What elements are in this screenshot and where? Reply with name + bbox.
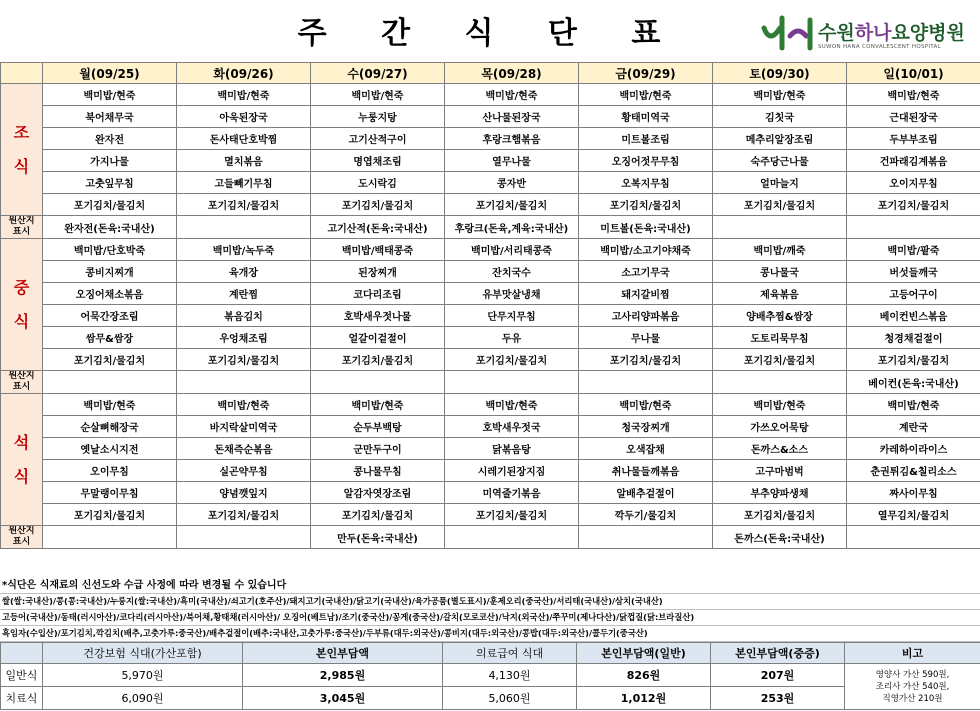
dish-cell: 호박새우젓나물	[311, 305, 445, 327]
dish-cell: 포기김치/물김치	[445, 194, 579, 216]
dish-cell: 육개장	[177, 261, 311, 283]
meal-label: 석 식	[1, 394, 43, 526]
dish-cell: 오복지무침	[579, 172, 713, 194]
dish-cell: 백미밥/현죽	[579, 394, 713, 416]
dish-cell: 오이지무침	[847, 172, 980, 194]
origin-cell: 후랑크(돈육,계육:국내산)	[445, 216, 579, 239]
day-header: 목(09/28)	[445, 63, 579, 84]
dish-cell: 열무김치/물김치	[847, 504, 980, 526]
price-header: 의료급여 식대	[443, 643, 577, 664]
dish-cell: 바지락살미역국	[177, 416, 311, 438]
price-header: 본인부담액(중증)	[711, 643, 845, 664]
dish-cell: 얼갈이겉절이	[311, 327, 445, 349]
origin-row	[1, 526, 980, 549]
dish-cell: 카레하이라이스	[847, 438, 980, 460]
origin-cell: 돈까스(돈육:국내산)	[713, 526, 847, 549]
dish-cell: 깍두기/물김치	[579, 504, 713, 526]
dish-cell: 백미밥/깨죽	[713, 239, 847, 261]
dish-cell: 백미밥/서리태콩죽	[445, 239, 579, 261]
dish-cell: 김칫국	[713, 106, 847, 128]
price-header: 본인부담액	[243, 643, 443, 664]
dish-cell: 백미밥/백태콩죽	[311, 239, 445, 261]
dish-cell: 가쓰오어묵탕	[713, 416, 847, 438]
dish-cell: 베이컨빈스볶음	[847, 305, 980, 327]
origin-cell	[311, 371, 445, 394]
dish-cell: 백미밥/현죽	[445, 394, 579, 416]
dish-row	[1, 261, 980, 283]
dish-cell: 콩자반	[445, 172, 579, 194]
dish-cell: 명엽채조림	[311, 150, 445, 172]
header	[0, 0, 980, 62]
dish-cell: 포기김치/물김치	[579, 194, 713, 216]
day-header: 토(09/30)	[713, 63, 847, 84]
dish-cell: 고들빼기무침	[177, 172, 311, 194]
dish-cell: 호박새우젓국	[445, 416, 579, 438]
price-value: 2,985원	[243, 664, 443, 687]
day-header: 일(10/01)	[847, 63, 980, 84]
dish-cell: 군만두구이	[311, 438, 445, 460]
dish-cell: 계란찜	[177, 283, 311, 305]
corner-cell	[1, 63, 43, 84]
dish-cell: 코다리조림	[311, 283, 445, 305]
dish-cell: 계란국	[847, 416, 980, 438]
dish-cell: 백미밥/팥죽	[847, 239, 980, 261]
dish-cell: 백미밥/녹두죽	[177, 239, 311, 261]
origin-note-line: 고등어(국내산)/동태(러시아산)/코다리(러시아산)/북어채,황태채(러시아산)/ 오징어(베트남)/조기(중국산)/꽁게(중국산)/갈치(모로코산)/낙지(외국산)/쭈꾸미(제나다산)/닭껍질(닭:브라질산)	[0, 610, 980, 626]
dish-cell: 청경채겉절이	[847, 327, 980, 349]
dish-cell: 백미밥/현죽	[43, 84, 177, 106]
hospital-logo-icon	[760, 14, 816, 54]
origin-cell	[579, 526, 713, 549]
dish-cell: 포기김치/물김치	[311, 194, 445, 216]
dish-cell: 닭볶음탕	[445, 438, 579, 460]
dish-cell: 완자전	[43, 128, 177, 150]
dish-cell: 메추리알장조림	[713, 128, 847, 150]
dish-cell: 고구마범벅	[713, 460, 847, 482]
dish-row	[1, 150, 980, 172]
dish-cell: 포기김치/물김치	[713, 349, 847, 371]
hospital-name-en: SUWON HANA CONVALESCENT HOSPITAL	[818, 44, 941, 50]
origin-cell	[177, 371, 311, 394]
dish-row	[1, 438, 980, 460]
price-corner	[1, 643, 43, 664]
origin-cell	[847, 526, 980, 549]
meal-label: 조 식	[1, 84, 43, 216]
dish-cell: 순두부백탕	[311, 416, 445, 438]
dish-cell: 돈까스&소스	[713, 438, 847, 460]
origin-row	[1, 371, 980, 394]
dish-row	[1, 239, 980, 261]
meal-price-table	[0, 642, 980, 710]
dish-cell: 고기산적구이	[311, 128, 445, 150]
dish-cell: 무나물	[579, 327, 713, 349]
price-header: 본인부담액(일반)	[577, 643, 711, 664]
dish-cell: 포기김치/물김치	[177, 349, 311, 371]
dish-cell: 미트볼조림	[579, 128, 713, 150]
dish-cell: 무말랭이무침	[43, 482, 177, 504]
dish-cell: 부추양파생채	[713, 482, 847, 504]
dish-cell: 제육볶음	[713, 283, 847, 305]
dish-row	[1, 194, 980, 216]
dish-cell: 짜사이무침	[847, 482, 980, 504]
dish-cell: 도토리묵무침	[713, 327, 847, 349]
dish-cell: 가지나물	[43, 150, 177, 172]
origin-row	[1, 216, 980, 239]
origin-cell	[445, 371, 579, 394]
hospital-name: 수원하나요양병원	[818, 22, 965, 44]
dish-row	[1, 416, 980, 438]
dish-cell: 백미밥/현죽	[847, 84, 980, 106]
price-value: 6,090원	[43, 687, 243, 710]
dish-cell: 고춧잎무침	[43, 172, 177, 194]
meal-label: 중 식	[1, 239, 43, 371]
price-value: 253원	[711, 687, 845, 710]
dish-cell: 포기김치/물김치	[43, 194, 177, 216]
dish-cell: 포기김치/물김치	[445, 504, 579, 526]
dish-cell: 건파래김계볶음	[847, 150, 980, 172]
price-value: 207원	[711, 664, 845, 687]
dish-cell: 오색잡채	[579, 438, 713, 460]
dish-row	[1, 305, 980, 327]
dish-cell: 후랑크햄볶음	[445, 128, 579, 150]
dish-cell: 누룽지탕	[311, 106, 445, 128]
dish-cell: 백미밥/소고기야채죽	[579, 239, 713, 261]
dish-cell: 취나물들깨볶음	[579, 460, 713, 482]
dish-cell: 양념깻잎지	[177, 482, 311, 504]
dish-row	[1, 349, 980, 371]
dish-cell: 백미밥/현죽	[579, 84, 713, 106]
dish-cell: 얼마늘지	[713, 172, 847, 194]
weekly-menu-table	[0, 62, 980, 549]
price-header-row	[1, 643, 980, 664]
dish-cell: 알감자엿장조림	[311, 482, 445, 504]
dish-cell: 두유	[445, 327, 579, 349]
hospital-logo	[760, 14, 978, 58]
dish-cell: 포기김치/물김치	[177, 194, 311, 216]
origin-cell: 만두(돈육:국내산)	[311, 526, 445, 549]
dish-row	[1, 106, 980, 128]
price-value: 5,060원	[443, 687, 577, 710]
origin-label: 원산지 표시	[1, 216, 43, 239]
dish-cell: 미역줄기볶음	[445, 482, 579, 504]
dish-cell: 백미밥/단호박죽	[43, 239, 177, 261]
price-value: 4,130원	[443, 664, 577, 687]
dish-cell: 포기김치/물김치	[579, 349, 713, 371]
origin-cell	[177, 526, 311, 549]
origin-cell	[43, 526, 177, 549]
dish-cell: 도시락김	[311, 172, 445, 194]
dish-cell: 어묵간장조림	[43, 305, 177, 327]
dish-row	[1, 394, 980, 416]
dish-row	[1, 84, 980, 106]
price-value: 5,970원	[43, 664, 243, 687]
dish-cell: 산나물된장국	[445, 106, 579, 128]
dish-cell: 콩비지찌개	[43, 261, 177, 283]
dish-cell: 단무지무침	[445, 305, 579, 327]
dish-cell: 소고기무국	[579, 261, 713, 283]
dish-cell: 오징어젓무무침	[579, 150, 713, 172]
dish-cell: 실곤약무침	[177, 460, 311, 482]
price-value: 1,012원	[577, 687, 711, 710]
price-header: 건강보험 식대(가산포함)	[43, 643, 243, 664]
dish-cell: 포기김치/물김치	[847, 349, 980, 371]
dish-cell: 포기김치/물김치	[445, 349, 579, 371]
price-row	[1, 687, 980, 710]
price-value: 3,045원	[243, 687, 443, 710]
dish-cell: 포기김치/물김치	[713, 194, 847, 216]
dish-cell: 백미밥/현죽	[311, 84, 445, 106]
day-header: 월(09/25)	[43, 63, 177, 84]
dish-cell: 포기김치/물김치	[311, 349, 445, 371]
day-header: 금(09/29)	[579, 63, 713, 84]
dish-cell: 돈채즉순볶음	[177, 438, 311, 460]
dish-cell: 포기김치/물김치	[311, 504, 445, 526]
dish-cell: 포기김치/물김치	[43, 349, 177, 371]
price-value: 826원	[577, 664, 711, 687]
origin-cell: 미트볼(돈육:국내산)	[579, 216, 713, 239]
dish-cell: 백미밥/현죽	[713, 84, 847, 106]
dish-cell: 버섯들깨국	[847, 261, 980, 283]
dish-cell: 유부맛살냉채	[445, 283, 579, 305]
dish-cell: 백미밥/현죽	[713, 394, 847, 416]
notes-section	[0, 578, 980, 642]
dish-row	[1, 172, 980, 194]
dish-cell: 북어채무국	[43, 106, 177, 128]
dish-cell: 시레기된장지짐	[445, 460, 579, 482]
dish-cell: 포기김치/물김치	[43, 504, 177, 526]
origin-cell	[43, 371, 177, 394]
dish-cell: 알배추겉절이	[579, 482, 713, 504]
dish-cell: 콩나물국	[713, 261, 847, 283]
day-header-row	[1, 63, 980, 84]
notice-text: *식단은 식재료의 신선도와 수급 사정에 따라 변경될 수 있습니다	[0, 578, 980, 594]
price-row-label: 일반식	[1, 664, 43, 687]
dish-cell: 백미밥/현죽	[445, 84, 579, 106]
dish-cell: 옛날소시지전	[43, 438, 177, 460]
dish-cell: 청국장찌개	[579, 416, 713, 438]
dish-cell: 두부부조림	[847, 128, 980, 150]
origin-note-line: 흑임자(수입산)/포기김치,깍김치(배추,고춧가루:중국산)/배추겉절이(배추:국내산,고춧가루:중국산)/두부류(대두:외국산)/콩비지(대두:외국산)/콩밥(대두:외국산)/콜두기(중국산)	[0, 626, 980, 642]
dish-cell: 백미밥/현죽	[43, 394, 177, 416]
dish-cell: 우엉채조림	[177, 327, 311, 349]
dish-row	[1, 327, 980, 349]
price-row-label: 치료식	[1, 687, 43, 710]
origin-label: 원산지 표시	[1, 526, 43, 549]
dish-row	[1, 460, 980, 482]
dish-row	[1, 283, 980, 305]
origin-cell: 완자전(돈육:국내산)	[43, 216, 177, 239]
dish-cell: 아욱된장국	[177, 106, 311, 128]
dish-cell: 잔치국수	[445, 261, 579, 283]
dish-cell: 춘권튀김&칠리소스	[847, 460, 980, 482]
dish-cell: 오징어채소볶음	[43, 283, 177, 305]
origin-cell	[713, 371, 847, 394]
price-header: 비고	[845, 643, 980, 664]
price-remark: 영양사 가산 590원, 조리사 가산 540원, 직영가산 210원	[845, 664, 980, 710]
dish-cell: 백미밥/현죽	[311, 394, 445, 416]
dish-cell: 오이무침	[43, 460, 177, 482]
dish-cell: 고등어구이	[847, 283, 980, 305]
dish-cell: 백미밥/현죽	[847, 394, 980, 416]
dish-cell: 콩나물무침	[311, 460, 445, 482]
dish-row	[1, 482, 980, 504]
dish-cell: 멸치볶음	[177, 150, 311, 172]
dish-cell: 백미밥/현죽	[177, 84, 311, 106]
dish-cell: 황태미역국	[579, 106, 713, 128]
dish-cell: 돈사태단호박찜	[177, 128, 311, 150]
day-header: 화(09/26)	[177, 63, 311, 84]
dish-cell: 된장찌개	[311, 261, 445, 283]
origin-cell	[579, 371, 713, 394]
page-title: 주 간 식 단 표	[297, 16, 683, 51]
dish-cell: 열무나물	[445, 150, 579, 172]
origin-cell	[445, 526, 579, 549]
dish-cell: 포기김치/물김치	[177, 504, 311, 526]
price-row	[1, 664, 980, 687]
day-header: 수(09/27)	[311, 63, 445, 84]
dish-cell: 양배추찜&쌈장	[713, 305, 847, 327]
dish-cell: 고사리양파볶음	[579, 305, 713, 327]
origin-cell	[847, 216, 980, 239]
dish-cell: 포기김치/물김치	[713, 504, 847, 526]
origin-cell: 베이컨(돈육:국내산)	[847, 371, 980, 394]
dish-cell: 숙주당근나물	[713, 150, 847, 172]
dish-cell: 볶음김치	[177, 305, 311, 327]
dish-row	[1, 504, 980, 526]
dish-cell: 백미밥/현죽	[177, 394, 311, 416]
origin-cell	[177, 216, 311, 239]
origin-note-line: 쌀(쌀:국내산)/콩(콩:국내산)/누룽지(쌀:국내산)/흑미(국내산)/쇠고기(호주산)/돼지고기(국내산)/닭고기(국내산)/육가공품(별도표시)/훈제오리(중국산)/서리태(국내산)/삼치(국내산)	[0, 594, 980, 610]
dish-cell: 순살뼈해장국	[43, 416, 177, 438]
dish-row	[1, 128, 980, 150]
origin-cell	[713, 216, 847, 239]
origin-cell: 고기산적(돈육:국내산)	[311, 216, 445, 239]
dish-cell: 근대된장국	[847, 106, 980, 128]
dish-cell: 쌈무&쌈장	[43, 327, 177, 349]
dish-cell: 포기김치/물김치	[847, 194, 980, 216]
dish-cell: 돼지갈비찜	[579, 283, 713, 305]
origin-label: 원산지 표시	[1, 371, 43, 394]
